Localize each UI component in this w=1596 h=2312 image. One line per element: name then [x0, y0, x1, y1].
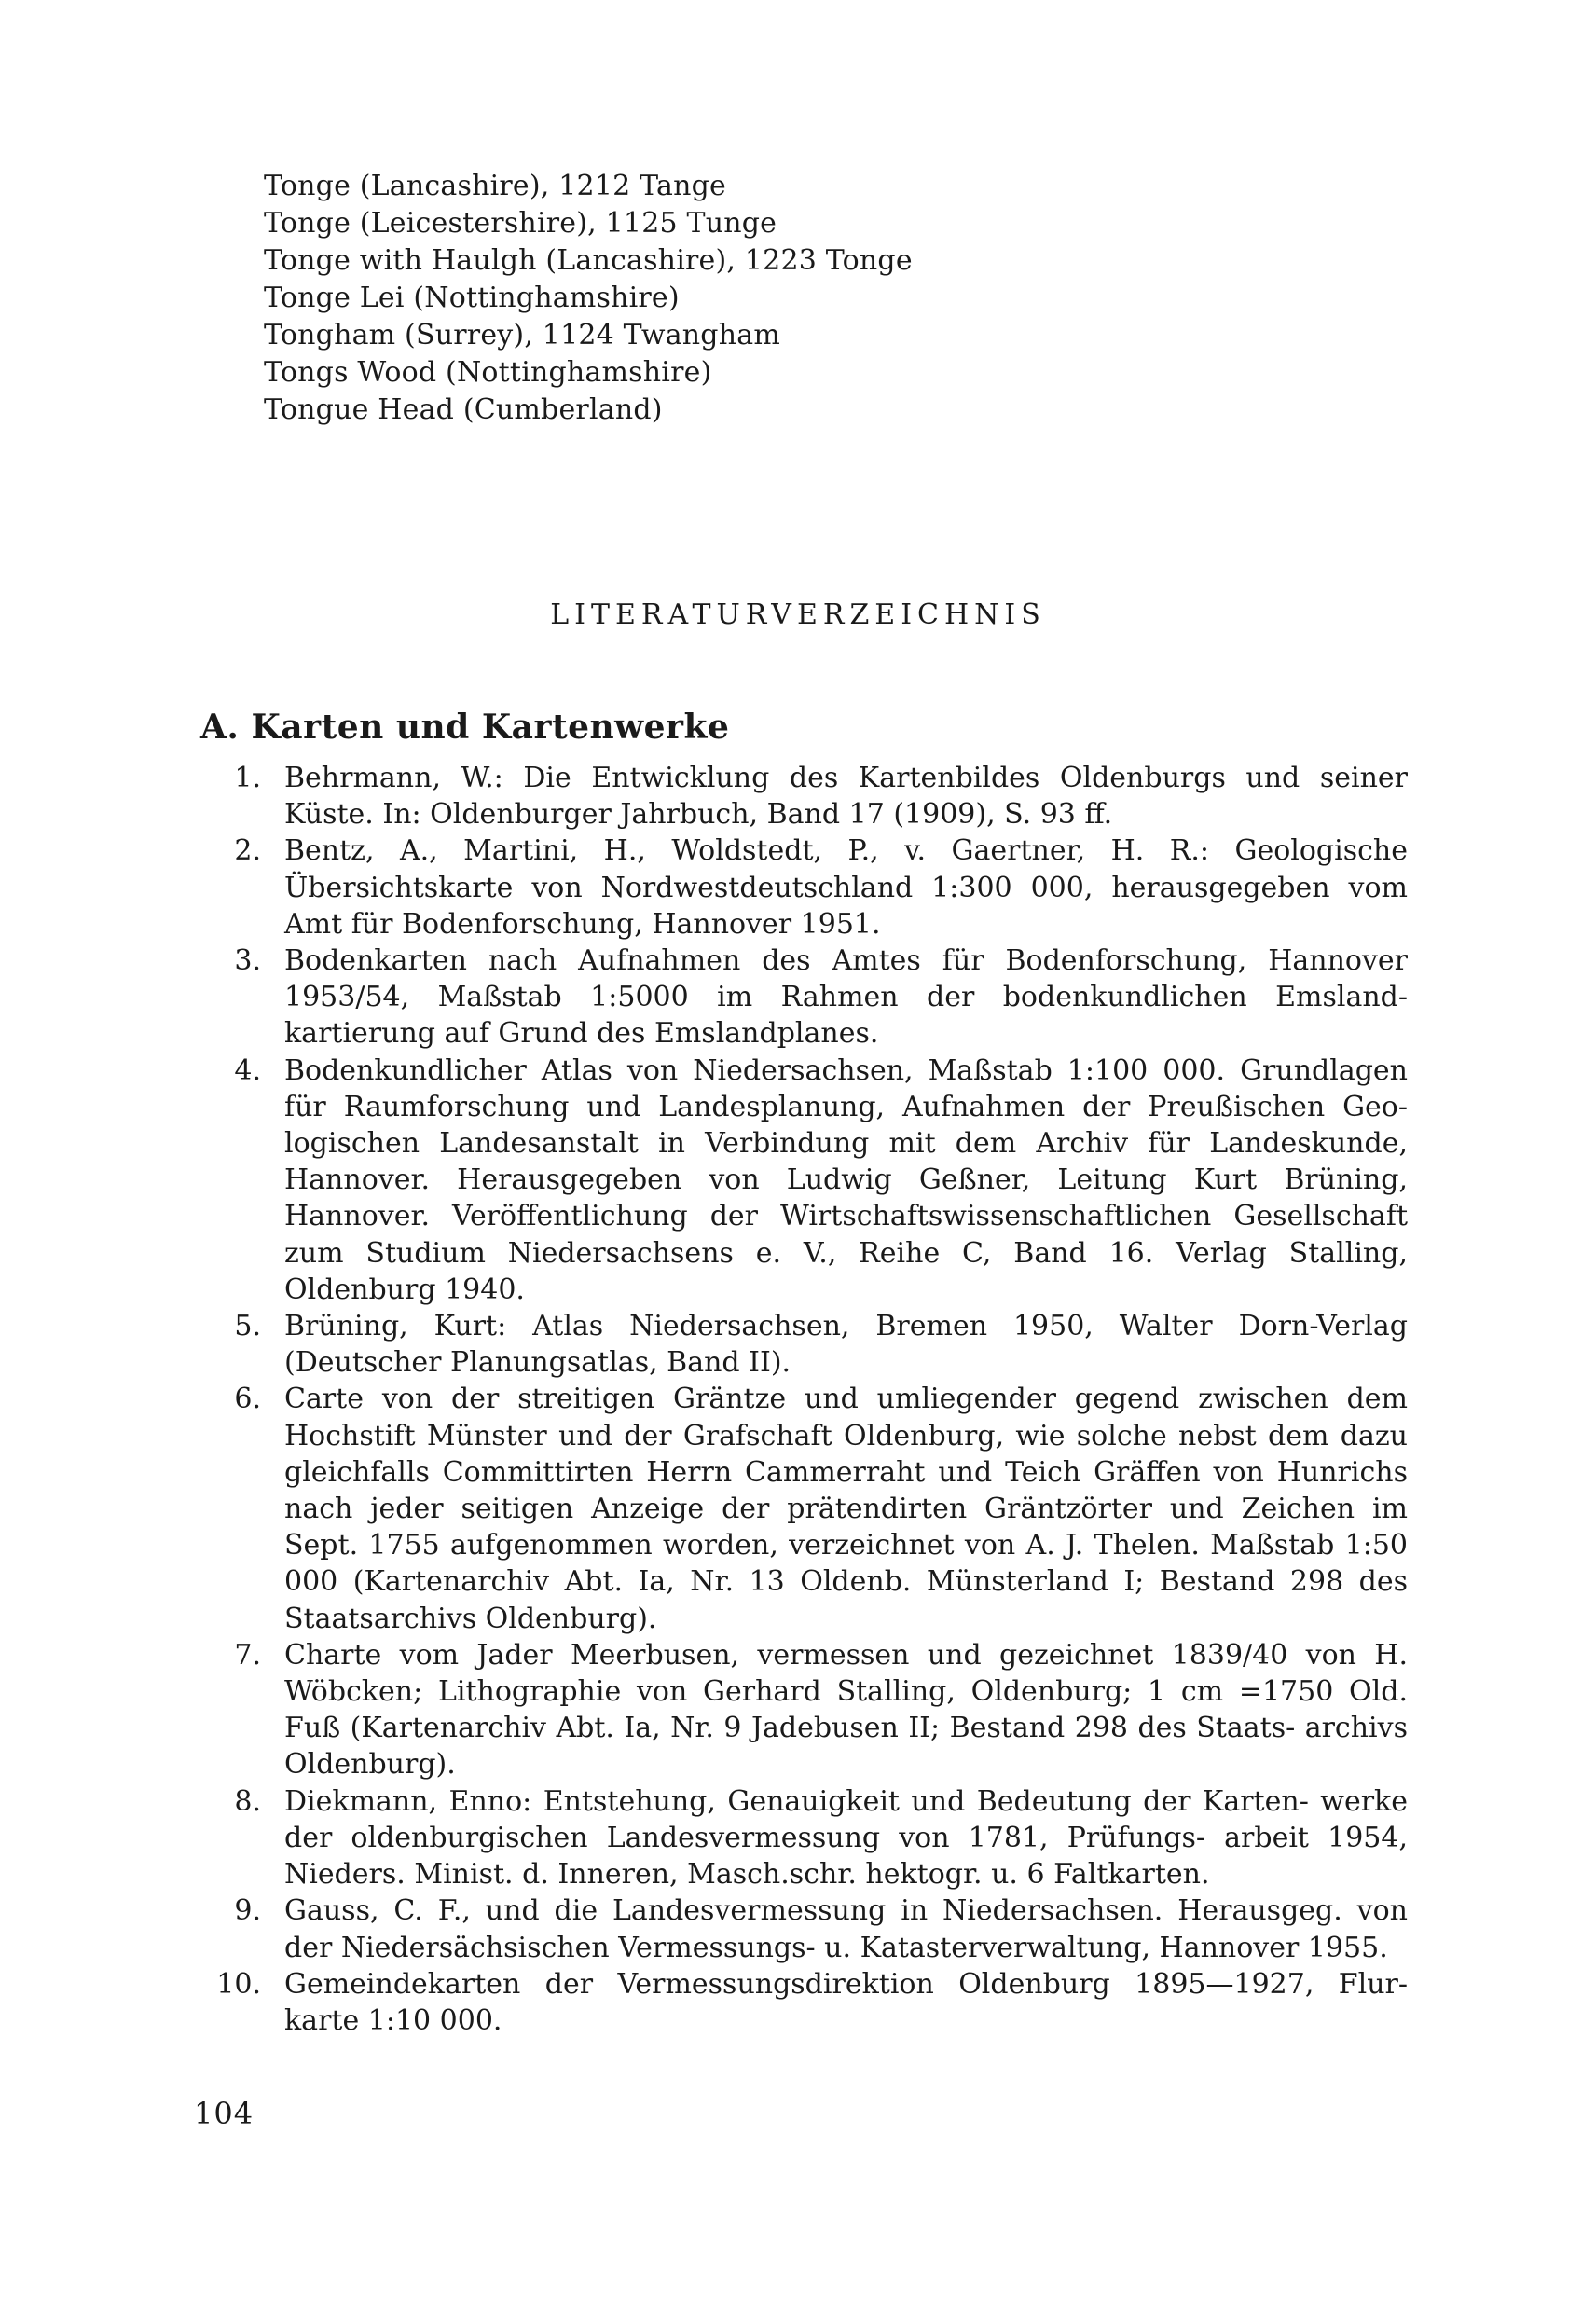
index-line: Tongham (Surrey), 1124 Twangham [264, 319, 780, 351]
subsection-title: A. Karten und Kartenwerke [200, 708, 730, 747]
entry-text: Carte von der streitigen Gräntze und umliegender gegend zwischen dem Hochstift Münster und der Grafschaft Oldenburg, wie solche nebst dem dazu gleichfalls Committirten Herrn Cammerraht und Teich Gräffen von Hunrichs nach jeder seitigen Anzeige der prätendirten Gräntzörter und Zeichen im Sept. 1755 aufgenommen worden, verzeichnet von A. J. Thelen. Maßstab 1:50 000 (Kartenarchiv Abt. Ia, Nr. 13 Oldenb. Münsterland I; Bestand 298 des Staatsarchivs Oldenburg). [284, 1383, 1408, 1635]
entry-number: 6. [234, 1383, 261, 1416]
bibliography-entry [200, 833, 1408, 943]
place-name-index [264, 168, 1401, 429]
entry-number: 3. [234, 944, 261, 978]
index-line: Tonge with Haulgh (Lancashire), 1223 Tonge [264, 244, 913, 277]
entry-number: 9. [234, 1894, 261, 1928]
bibliography-entry [200, 1053, 1408, 1308]
index-line: Tonge (Lancashire), 1212 Tange [264, 170, 726, 202]
entry-number: 1. [234, 762, 261, 794]
bibliography-list [200, 760, 1408, 2039]
bibliography-entry [200, 1966, 1408, 2039]
entry-number: 7. [234, 1638, 261, 1672]
entry-number: 8. [234, 1784, 261, 1818]
entry-text: Brüning, Kurt: Atlas Niedersachsen, Bremen 1950, Walter Dorn-Verlag (Deutscher Planungsatlas, Band II). [284, 1310, 1408, 1380]
entry-number: 2. [234, 834, 261, 868]
bibliography-entry [200, 943, 1408, 1053]
entry-number: 5. [234, 1310, 261, 1343]
entry-text: Bodenkarten nach Aufnahmen des Amtes für Bodenforschung, Hannover 1953/54, Maßstab 1:5000 im Rahmen der bodenkundlichen Emsland- kartierung auf Grund des Emslandplanes. [284, 944, 1408, 1051]
entry-text: Bentz, A., Martini, H., Woldstedt, P., v. Gaertner, H. R.: Geologische Übersichtskarte von Nordwestdeutschland 1:300 000, herausgegeben vom Amt für Bodenforschung, Hannover 1951. [284, 834, 1408, 941]
bibliography-entry [200, 1783, 1408, 1893]
entry-number: 4. [234, 1053, 261, 1087]
bibliography-entry [200, 1381, 1408, 1636]
page-number: 104 [194, 2096, 255, 2131]
index-line: Tonge Lei (Nottinghamshire) [264, 282, 680, 314]
index-line: Tongue Head (Cumberland) [264, 393, 663, 426]
entry-text: Bodenkundlicher Atlas von Niedersachsen, Maßstab 1:100 000. Grundlagen für Raumforschung und Landesplanung, Aufnahmen der Preußischen Geo- logischen Landesanstalt in Verbindung mit dem Archiv für Landeskunde, Hannover. Herausgegeben von Ludwig Geßner, Leitung Kurt Brüning, Hannover. Veröffentlichung der Wirtschaftswissenschaftlichen Gesellschaft zum Studium Niedersachsens e. V., Reihe C, Band 16. Verlag Stalling, Oldenburg 1940. [284, 1053, 1408, 1306]
section-title: LITERATURVERZEICHNIS [550, 599, 1046, 631]
entry-text: Diekmann, Enno: Entstehung, Genauigkeit und Bedeutung der Karten- werke der oldenburgischen Landesvermessung von 1781, Prüfungs- arbeit 1954, Nieders. Minist. d. Inneren, Masch.schr. hektogr. u. 6 Faltkarten. [284, 1784, 1408, 1892]
entry-text: Gauss, C. F., und die Landesvermessung in Niedersachsen. Herausgeg. von der Niedersächsischen Vermessungs- u. Katasterverwaltung, Hannover 1955. [284, 1894, 1408, 1964]
entry-number: 10. [216, 1967, 261, 2001]
entry-text: Behrmann, W.: Die Entwicklung des Kartenbildes Oldenburgs und seiner Küste. In: Oldenburger Jahrbuch, Band 17 (1909), S. 93 ff. [284, 762, 1408, 832]
entry-text: Charte vom Jader Meerbusen, vermessen und gezeichnet 1839/40 von H. Wöbcken; Lithographie von Gerhard Stalling, Oldenburg; 1 cm =1750 Old. Fuß (Kartenarchiv Abt. Ia, Nr. 9 Jadebusen II; Bestand 298 des Staats- archivs Oldenburg). [284, 1638, 1408, 1782]
index-line: Tonge (Leicestershire), 1125 Tunge [264, 207, 777, 240]
bibliography-entry [200, 1892, 1408, 1965]
index-line: Tongs Wood (Nottinghamshire) [264, 356, 712, 389]
bibliography-entry [200, 1308, 1408, 1381]
entry-text: Gemeindekarten der Vermessungsdirektion Oldenburg 1895—1927, Flur- karte 1:10 000. [284, 1967, 1408, 2037]
bibliography-entry [200, 760, 1408, 833]
bibliography-entry [200, 1637, 1408, 1783]
